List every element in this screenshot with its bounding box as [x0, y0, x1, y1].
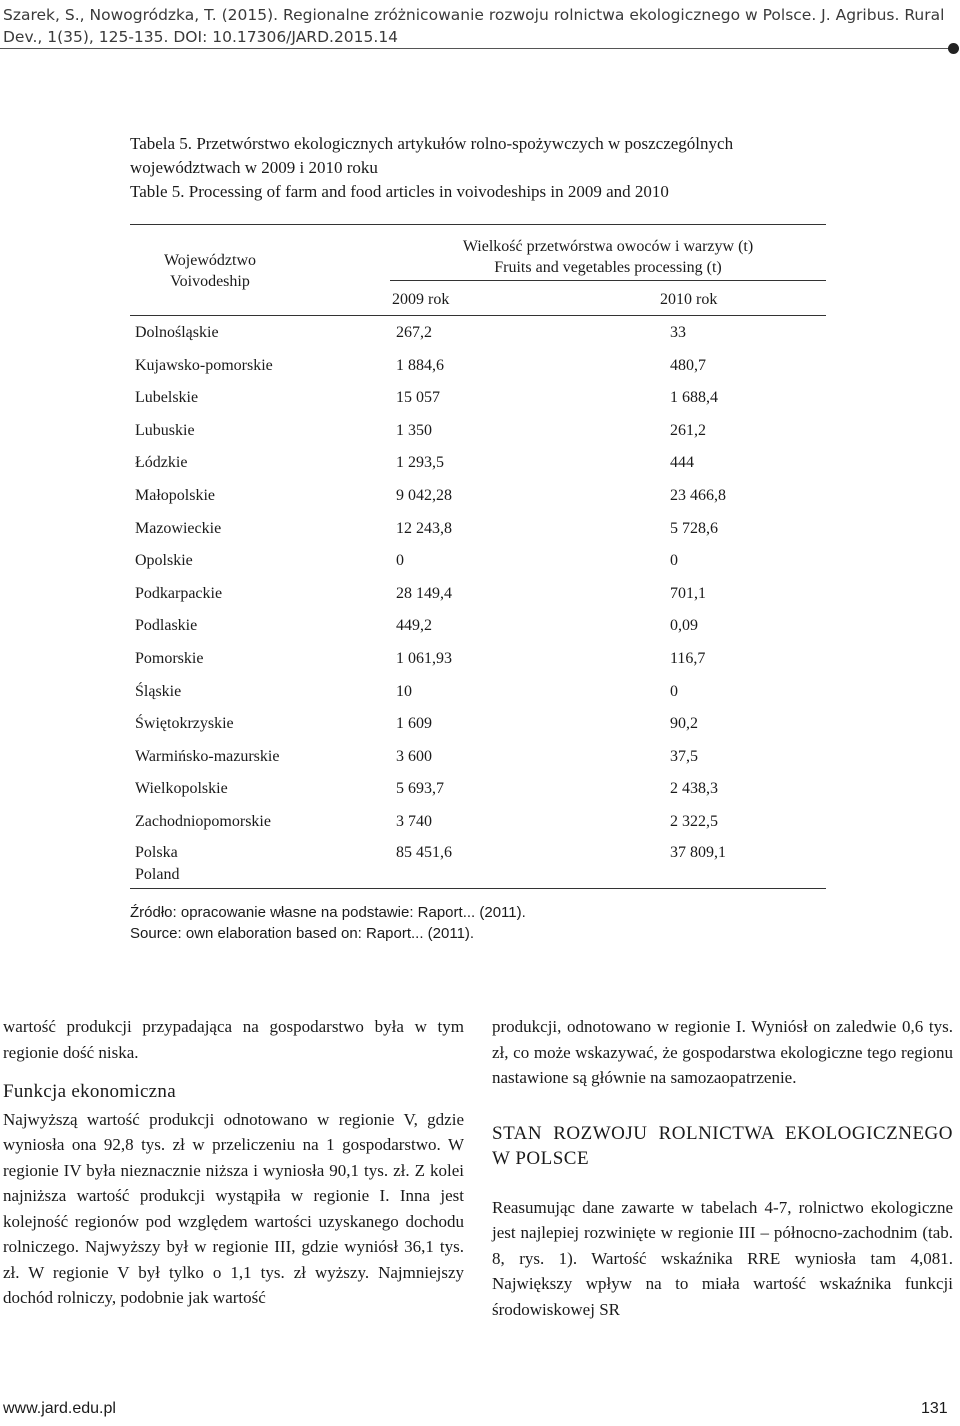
header-group-pl: Wielkość przetwórstwa owoców i warzyw (t) — [462, 238, 754, 255]
header-region-en: Voivodeship — [170, 273, 250, 290]
paragraph: produkcji, odnotowano w regionie I. Wyniósł on zaledwie 0,6 tys. zł, co może wskazywać, że gospodarstwa ekologiczne tego regionu nastawione są głównie na samozaopatrzenie. — [492, 1017, 953, 1087]
total-2010: 37 809,1 — [670, 844, 726, 861]
region-cell: Małopolskie — [135, 487, 215, 504]
value-2010-cell: 480,7 — [670, 356, 706, 374]
region-cell: Mazowieckie — [135, 519, 222, 537]
value-2010-cell: 2 438,3 — [670, 780, 718, 798]
region-cell: Opolskie — [135, 552, 193, 570]
value-2010-cell: 0 — [670, 682, 678, 700]
header-bottom-rule — [130, 315, 826, 316]
total-2009: 85 451,6 — [396, 844, 452, 861]
region-cell: Wielkopolskie — [135, 780, 228, 798]
value-2009-cell: 1 609 — [396, 715, 432, 733]
value-2010-cell: 2 322,5 — [670, 813, 718, 830]
value-2010-cell: 116,7 — [670, 650, 706, 667]
region-cell: Lubelskie — [135, 389, 199, 407]
table-source — [130, 902, 830, 944]
value-2010-cell: 5 728,6 — [670, 519, 718, 537]
header-2010: 2010 rok — [660, 291, 718, 308]
header-group-rule — [390, 280, 826, 281]
header-dot-ornament — [948, 43, 959, 54]
paragraph: Najwyższą wartość produkcji odnotowano w regionie V, gdzie wyniosła ona 92,8 tys. zł w przeliczeniu na 1 gospodarstwo. W regionie IV była nieznacznie niższa i wyniosła 90,1 tys. zł. Z kolei najniższa wartość produkcji wystąpiła w regionie I. Inna jest kolejność regionów pod względem wartości uzyskanego dochodu rolniczego. Najwyższy był w regionie III, gdzie wyniósł 36,1 tys. zł. W regionie V był tylko o 1,1 tys. zł wyższy. Najmniejszy dochód rolniczy, podobnie jak wartość — [3, 1109, 464, 1307]
table-row — [130, 485, 826, 513]
region-cell: Podlaskie — [135, 617, 198, 635]
value-2009-cell: 1 350 — [396, 421, 432, 439]
value-2009-cell: 9 042,28 — [396, 487, 452, 504]
citation: Szarek, S., Nowogródzka, T. (2015). Regionalne zróżnicowanie rozwoju rolnictwa ekologicznego w Polsce. J. Agribus. Rural Dev., 1(35), 125-135. DOI: 10.17306/JARD.2015.14 — [3, 6, 945, 46]
total-label-en: Poland — [135, 866, 180, 883]
table-row — [130, 518, 826, 546]
table-row — [130, 746, 826, 774]
value-2010-cell: 23 466,8 — [670, 487, 726, 504]
value-2009-cell: 449,2 — [396, 617, 432, 635]
region-cell: Pomorskie — [135, 650, 204, 667]
table-row — [130, 583, 826, 611]
region-cell: Podkarpackie — [135, 584, 223, 602]
value-2010-cell: 0,09 — [670, 617, 698, 635]
value-2009-cell: 267,2 — [396, 324, 432, 341]
table-row — [130, 452, 826, 480]
table-row — [130, 387, 826, 415]
total-label-pl: Polska — [135, 844, 178, 861]
paragraph: wartość produkcji przypadająca na gospodarstwo była w tym regionie dość niska. — [3, 1017, 464, 1062]
value-2009-cell: 0 — [396, 552, 404, 570]
region-cell: Lubuskie — [135, 421, 195, 439]
caption-en-text: Processing of farm and food articles in voivodeships in 2009 and 2010 — [188, 182, 669, 201]
value-2009-cell: 28 149,4 — [396, 584, 452, 602]
value-2010-cell: 0 — [670, 552, 678, 570]
value-2009-cell: 15 057 — [396, 389, 440, 407]
header-2009: 2009 rok — [392, 291, 450, 308]
section-heading: STAN ROZWOJU ROLNICTWA EKOLOGICZNEGO W POLSCE — [492, 1122, 953, 1169]
value-2010-cell: 37,5 — [670, 747, 698, 765]
source-en: Source: own elaboration based on: Raport... (2011). — [130, 925, 475, 942]
caption-pl-text: Przetwórstwo ekologicznych artykułów rolno-spożywczych w poszczególnych województwach w 2009 i 2010 roku — [130, 134, 734, 177]
region-cell: Kujawsko-pomorskie — [135, 356, 273, 374]
table-bottom-rule — [130, 888, 826, 889]
value-2009-cell: 3 600 — [396, 747, 432, 765]
table-row — [130, 778, 826, 806]
caption-pl — [130, 132, 830, 180]
section-heading: Funkcja ekonomiczna — [3, 1081, 176, 1102]
table-row — [130, 811, 826, 839]
table-top-rule — [130, 224, 826, 225]
table-row — [130, 615, 826, 643]
table-caption — [130, 132, 830, 204]
running-header — [3, 4, 953, 48]
header-group-en: Fruits and vegetables processing (t) — [494, 259, 722, 276]
paragraph: Reasumując dane zawarte w tabelach 4-7, rolnictwo ekologiczne jest najlepiej rozwinięte w regionie III – północno-zachodnim (tab. 8, rys. 1). Wartość wskaźnika RRE wyniosła tam 4,081. Największy wpływ na to miała wartość wskaźnika funkcji środowiskowej SR — [492, 1197, 953, 1319]
value-2010-cell: 701,1 — [670, 584, 706, 602]
region-cell: Zachodniopomorskie — [135, 813, 271, 830]
caption-pl-label: Tabela 5. — [130, 134, 193, 153]
table-row — [130, 648, 826, 676]
table-row — [130, 550, 826, 578]
value-2009-cell: 10 — [396, 682, 412, 700]
header-region-pl: Województwo — [163, 252, 257, 269]
header-region — [130, 250, 290, 292]
value-2009-cell: 5 693,7 — [396, 780, 444, 798]
table-row-total — [130, 842, 826, 892]
value-2010-cell: 1 688,4 — [670, 389, 718, 407]
caption-en — [130, 180, 830, 204]
text-column-right — [492, 1014, 953, 1322]
text-column-left — [3, 1014, 464, 1311]
region-cell: Śląskie — [135, 682, 182, 700]
table-row — [130, 681, 826, 709]
value-2009-cell: 3 740 — [396, 813, 432, 830]
value-2009-cell: 12 243,8 — [396, 519, 452, 537]
table-row — [130, 420, 826, 448]
value-2010-cell: 444 — [670, 454, 694, 472]
header-rule — [0, 48, 952, 49]
header-group — [390, 236, 826, 278]
table-row — [130, 322, 826, 350]
value-2010-cell: 33 — [670, 324, 686, 341]
table-row — [130, 713, 826, 741]
table-row — [130, 355, 826, 383]
value-2009-cell: 1 293,5 — [396, 454, 444, 472]
source-pl: Źródło: opracowanie własne na podstawie: Raport... (2011). — [130, 904, 526, 921]
page-number: 131 — [921, 1400, 948, 1417]
value-2009-cell: 1 061,93 — [396, 650, 452, 667]
region-cell: Warmińsko-mazurskie — [135, 747, 280, 765]
value-2010-cell: 261,2 — [670, 421, 706, 439]
region-cell: Dolnośląskie — [135, 324, 219, 341]
journal-url[interactable]: www.jard.edu.pl — [3, 1400, 116, 1417]
value-2009-cell: 1 884,6 — [396, 356, 444, 374]
region-cell: Łódzkie — [135, 454, 188, 472]
value-2010-cell: 90,2 — [670, 715, 698, 733]
region-cell: Świętokrzyskie — [135, 715, 234, 733]
caption-en-label: Table 5. — [130, 182, 185, 201]
total-label — [135, 842, 179, 886]
